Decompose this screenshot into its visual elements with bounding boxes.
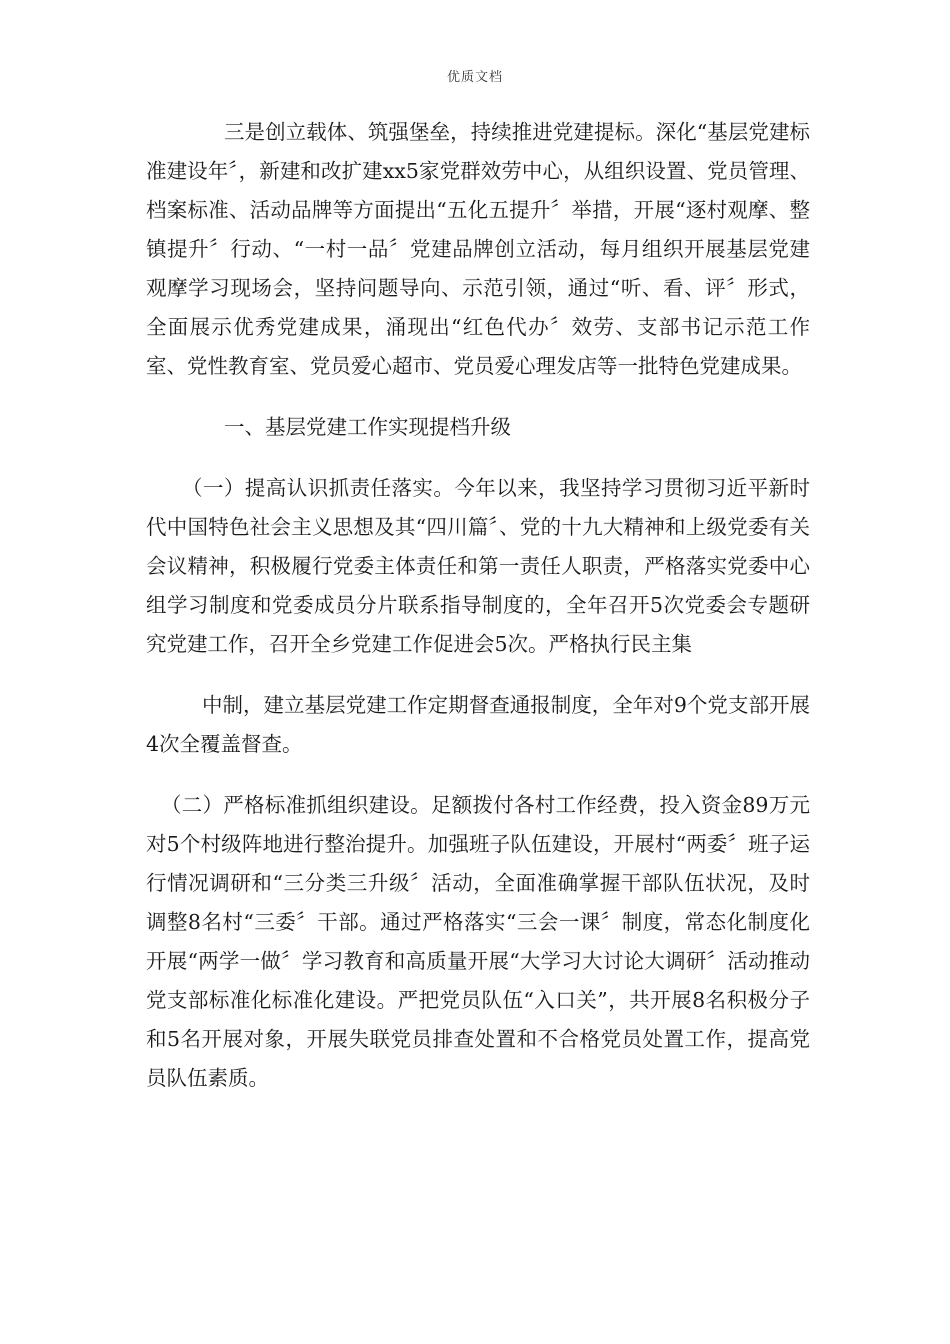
- paragraph-carrier-building: 三是创立载体、筑强堡垒，持续推进党建提标。深化“基层党建标准建设年〞，新建和改扩建xx5家党群效劳中心，从组织设置、党员管理、档案标准、活动品牌等方面提出“五化五提升〞举措，开展“逐村观摩、整镇提升〞行动、“一村一品〞党建品牌创立活动，每月组织开展基层党建观摩学习现场会，坚持问题导向、示范引领，通过“听、看、评〞形式，全面展示优秀党建成果，涌现出“红色代办〞效劳、支部书记示范工作室、党性教育室、党员爱心超市、党员爱心理发店等一批特色党建成果。: [146, 120, 810, 378]
- paragraph-responsibility-continued: 中制，建立基层党建工作定期督查通报制度，全年对9个党支部开展4次全覆盖督查。: [146, 693, 810, 756]
- paragraph-responsibility: （一）提高认识抓责任落实。今年以来，我坚持学习贯彻习近平新时代中国特色社会主义思想及其“四川篇〞、党的十九大精神和上级党委有关会议精神，积极履行党委主体责任和第一责任人职责，严格落实党委中心组学习制度和党委成员分片联系指导制度的，全年召开5次党委会专题研究党建工作，召开全乡党建工作促进会5次。严格执行民主集: [146, 476, 810, 656]
- page-header: 优质文档: [446, 70, 503, 85]
- document-body: [146, 113, 810, 1098]
- section-heading: 一、基层党建工作实现提档升级: [224, 415, 511, 439]
- paragraph-organization-building: （二）严格标准抓组织建设。足额拨付各村工作经费，投入资金89万元对5个村级阵地进行整治提升。加强班子队伍建设，开展村“两委〞班子运行情况调研和“三分类三升级〞活动，全面准确掌握干部队伍状况，及时调整8名村“三委〞干部。通过严格落实“三会一课〞制度，常态化制度化开展“两学一做〞学习教育和高质量开展“大学习大讨论大调研〞活动推动党支部标准化标准化建设。严把党员队伍“入口关”，共开展8名积极分子和5名开展对象，开展失联党员排查处置和不合格党员处置工作，提高党员队伍素质。: [146, 793, 810, 1090]
